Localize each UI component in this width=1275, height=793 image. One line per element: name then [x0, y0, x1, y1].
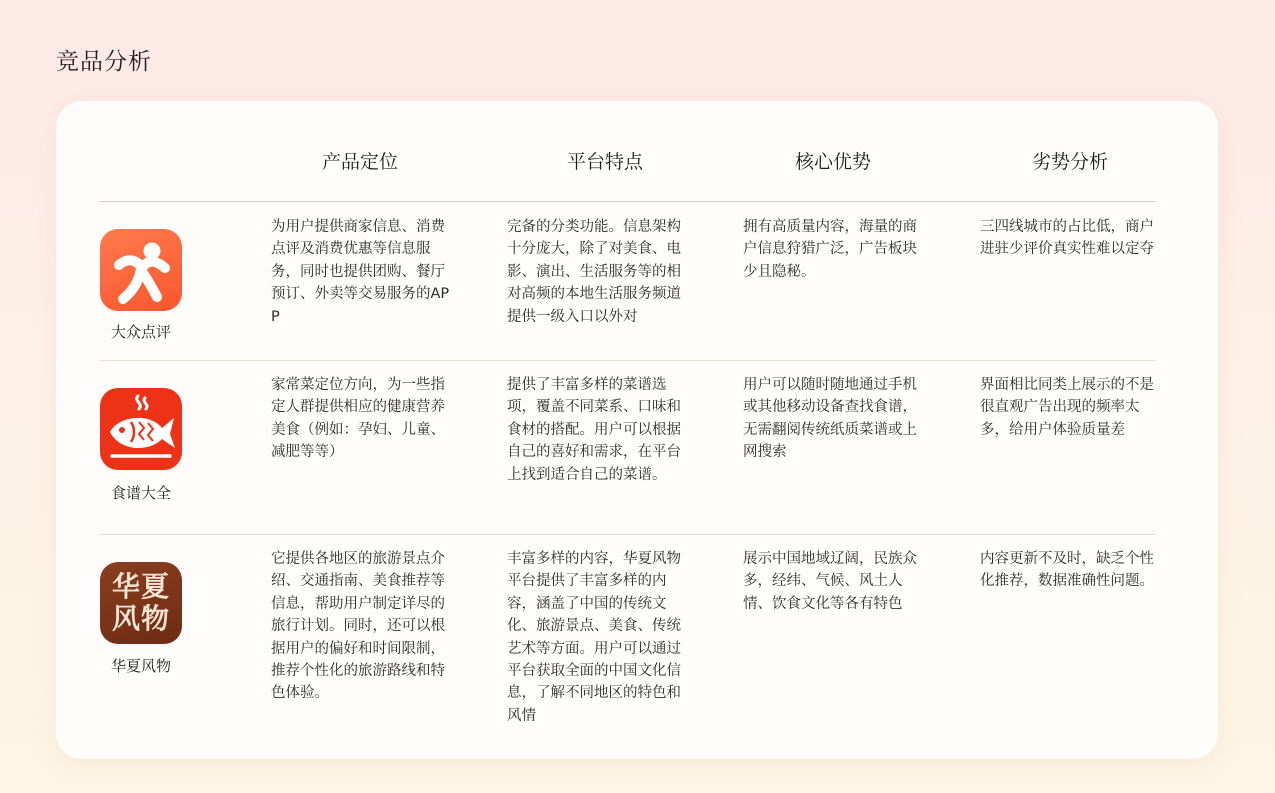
header-divider	[99, 201, 1156, 202]
column-header-weaknesses: 劣势分析	[1031, 151, 1108, 173]
huaxia-logo-line2: 风物	[111, 602, 170, 635]
fish-dish-logo-icon	[100, 388, 182, 470]
row-divider	[99, 534, 1156, 535]
huaxia-logo-icon	[100, 562, 182, 644]
cell-weaknesses: 内容更新不及时，缺乏个性化推荐，数据准确性问题。	[980, 551, 1154, 590]
app-name-huaxia: 华夏风物	[110, 657, 171, 675]
app-name-shipu: 食谱大全	[110, 484, 171, 502]
column-header-advantages: 核心优势	[794, 151, 871, 173]
huaxia-logo-line1: 华夏	[111, 570, 170, 603]
row-divider	[99, 360, 1156, 361]
cell-features: 提供了丰富多样的菜谱选项，覆盖不同菜系、口味和食材的搭配。用户可以根据自己的喜好和需求，在平台上找到适合自己的菜谱。	[507, 377, 681, 483]
cell-weaknesses: 界面相比同类上展示的不是很直观广告出现的频率太多，给用户体验质量差	[980, 377, 1154, 438]
app-name-dianping: 大众点评	[110, 323, 171, 341]
column-header-positioning: 产品定位	[321, 151, 398, 173]
cell-positioning: 为用户提供商家信息、消费点评及消费优惠等信息服务，同时也提供团购、餐厅预订、外卖等交易服务的APP	[271, 219, 450, 325]
cell-advantages: 展示中国地域辽阔，民族众多，经纬、气候、风土人情、饮食文化等各有特色	[743, 551, 917, 612]
column-header-features: 平台特点	[566, 151, 643, 173]
cell-advantages: 拥有高质量内容，海量的商户信息狩猎广泛，广告板块少且隐秘。	[743, 219, 917, 280]
cell-weaknesses: 三四线城市的占比低，商户进驻少评价真实性难以定夺	[980, 219, 1154, 258]
page-title: 竞品分析	[56, 49, 152, 75]
cell-features: 完备的分类功能。信息架构十分庞大，除了对美食、电影、演出、生活服务等的相对高频的本地生活服务频道提供一级入口以外对	[507, 219, 681, 325]
cell-positioning: 家常菜定位方向，为一些指定人群提供相应的健康营养美食（例如：孕妇、儿童、减肥等等）	[271, 377, 445, 461]
cell-features: 丰富多样的内容，华夏风物平台提供了丰富多样的内容，涵盖了中国的传统文化、旅游景点、美食、传统艺术等方面。用户可以通过平台获取全面的中国文化信息，了解不同地区的特色和风情	[507, 551, 681, 724]
cell-advantages: 用户可以随时随地通过手机或其他移动设备查找食谱，无需翻阅传统纸质菜谱或上网搜索	[743, 377, 917, 461]
cell-positioning: 它提供各地区的旅游景点介绍、交通指南、美食推荐等信息，帮助用户制定详尽的旅行计划。同时，还可以根据用户的偏好和时间限制，推荐个性化的旅游路线和特色体验。	[271, 551, 445, 702]
dianping-logo-icon	[100, 229, 182, 311]
